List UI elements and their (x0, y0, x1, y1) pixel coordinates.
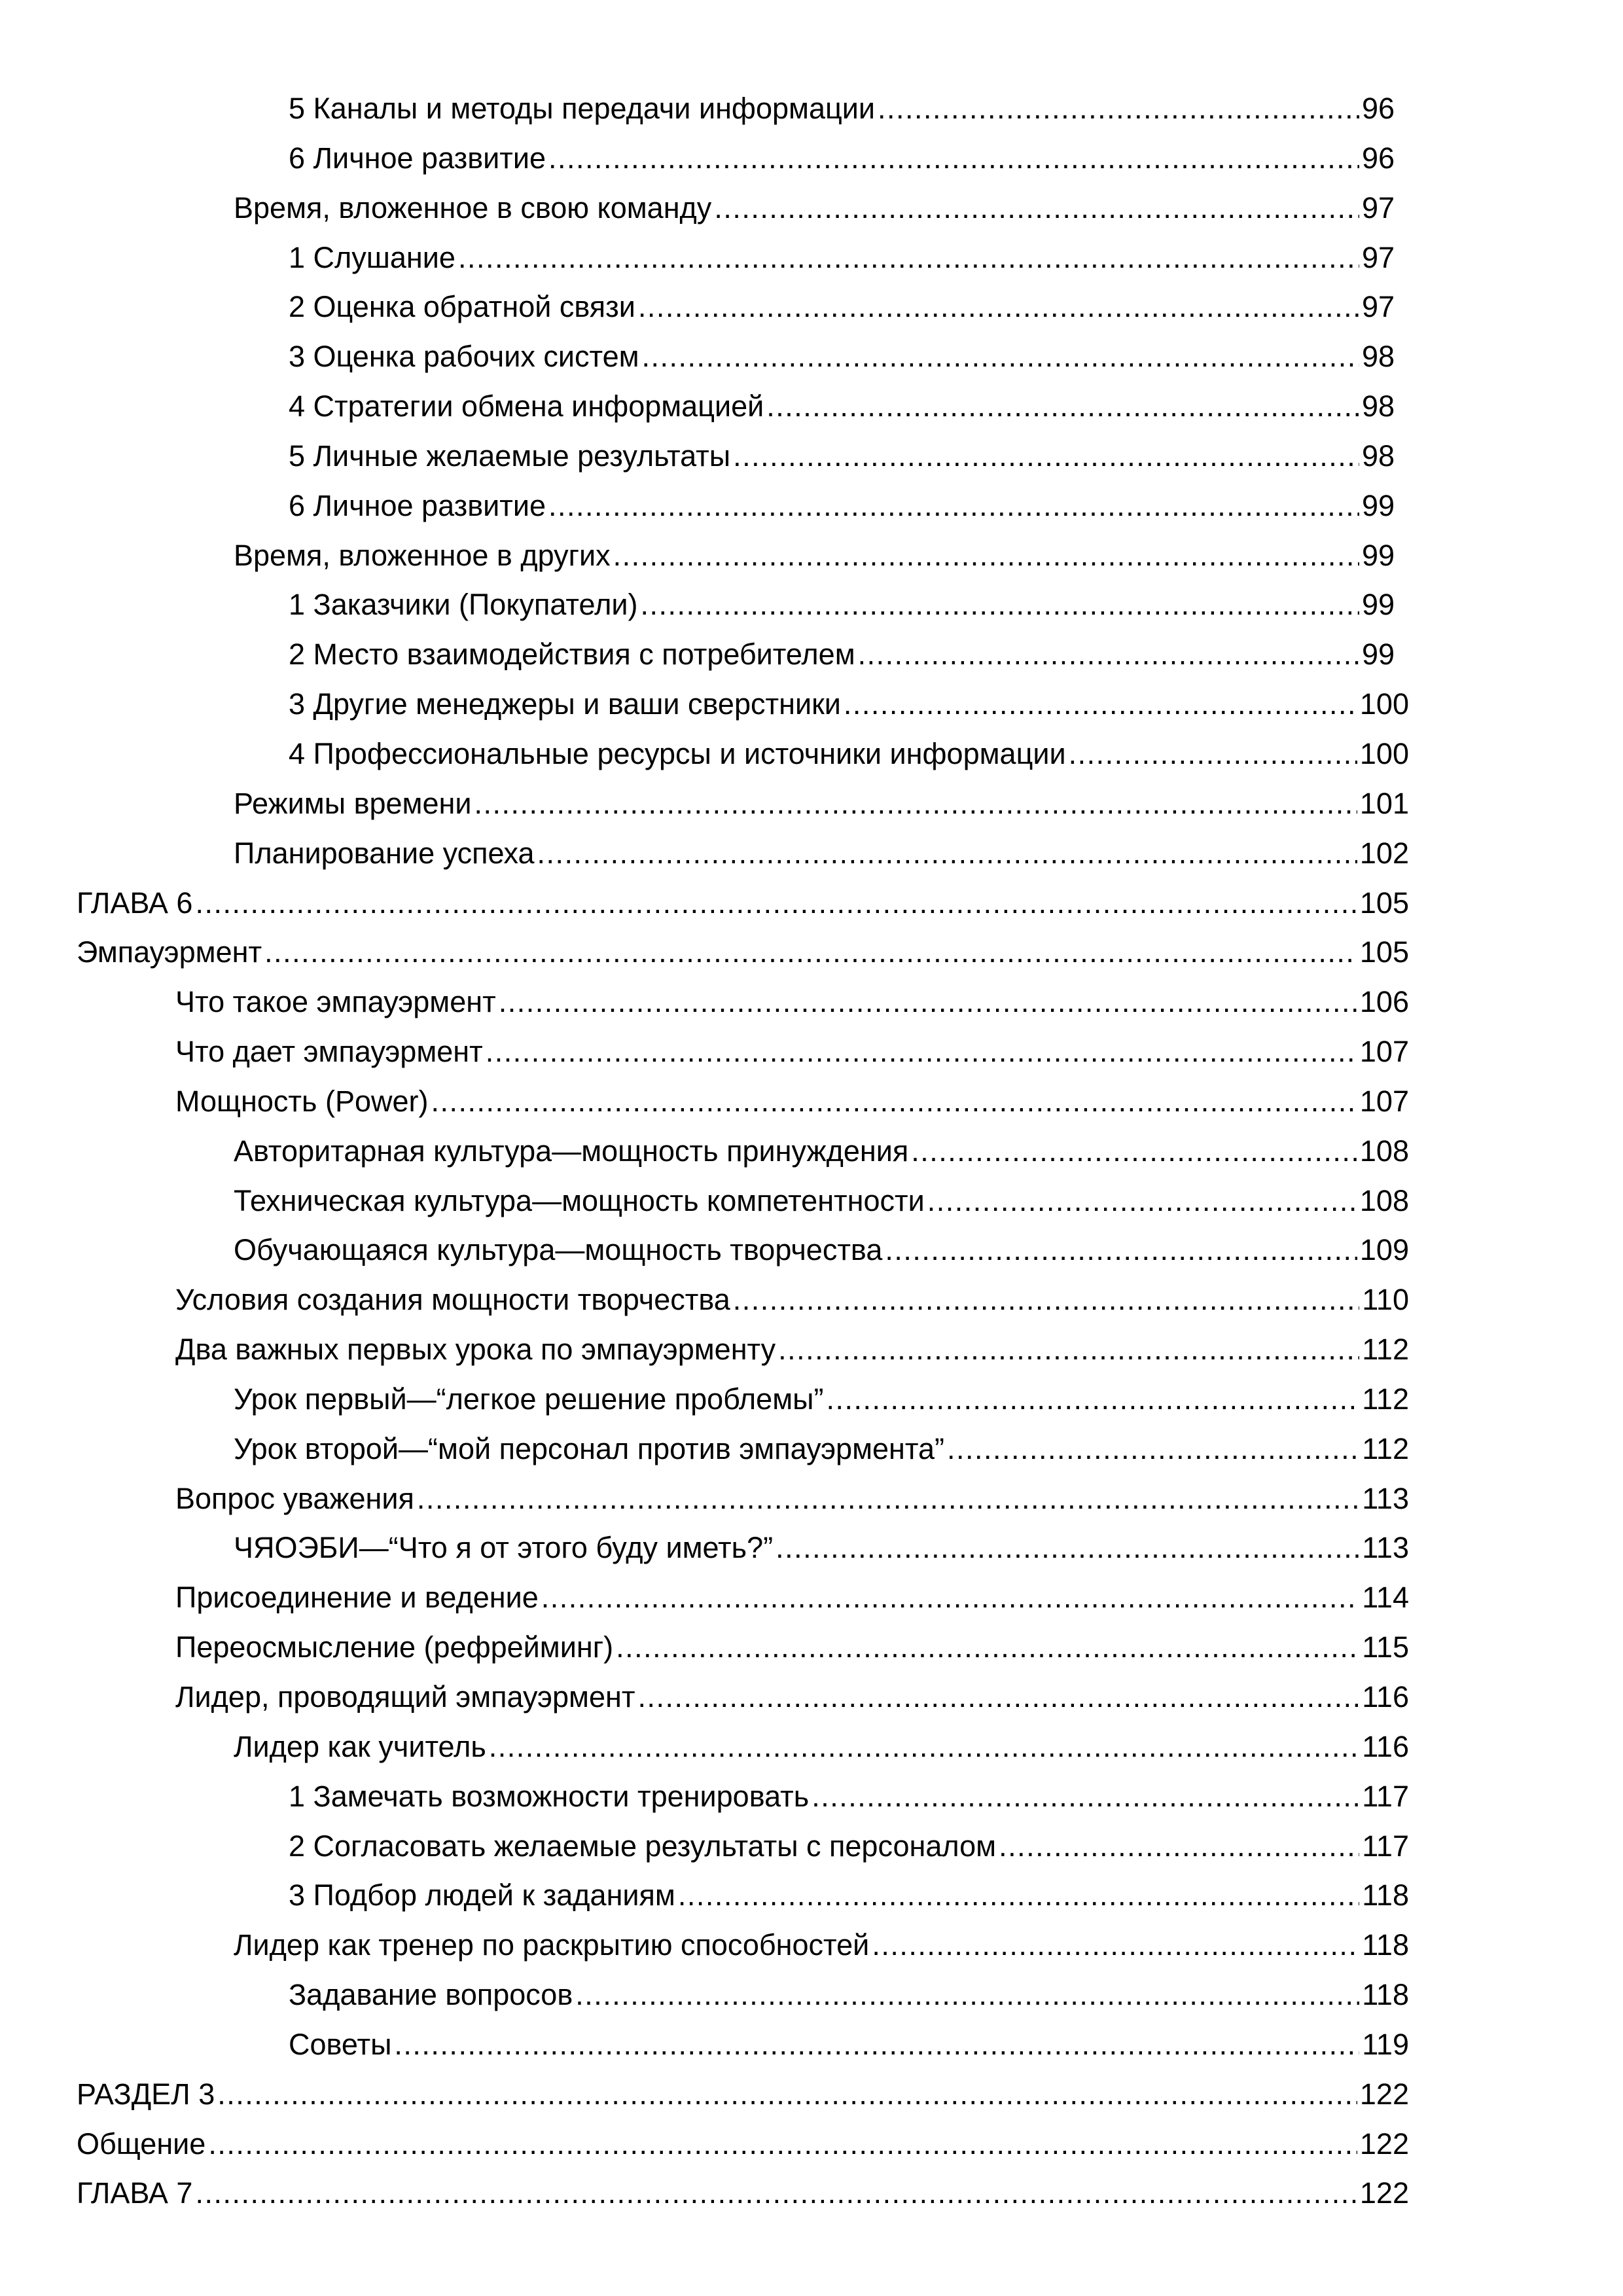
dot-leader (733, 431, 1359, 481)
toc-entry-title: 2 Место взаимодействия с потребителем (289, 637, 855, 672)
toc-entry-line (175, 1077, 1409, 1126)
dot-leader (394, 2020, 1359, 2070)
toc-entry-line (289, 481, 1395, 531)
toc-entry[interactable] (0, 84, 1623, 134)
toc-entry-title: Урок первый—“легкое решение проблемы” (234, 1382, 824, 1416)
dot-leader (489, 1722, 1359, 1772)
toc-entry-title: Режимы времени (234, 786, 472, 820)
toc-page-number: 118 (1362, 1878, 1409, 1912)
toc-page-number: 118 (1362, 1978, 1409, 2012)
toc-entry[interactable] (0, 1920, 1623, 1970)
toc-page-number: 122 (1359, 2176, 1409, 2210)
toc-page-number: 116 (1362, 1680, 1409, 1713)
toc-entry[interactable] (0, 1126, 1623, 1176)
toc-entry-line (234, 1523, 1409, 1573)
toc-entry[interactable] (0, 630, 1623, 679)
toc-page-number: 97 (1361, 240, 1395, 274)
toc-entry-line (289, 580, 1395, 630)
toc-entry[interactable] (0, 1722, 1623, 1772)
dot-leader (208, 2119, 1357, 2169)
toc-entry-line (175, 1474, 1409, 1524)
toc-entry[interactable] (0, 183, 1623, 233)
toc-page-number: 109 (1359, 1233, 1409, 1267)
toc-entry-title: 1 Слушание (289, 240, 455, 274)
dot-leader (613, 531, 1359, 581)
toc-entry-title: ЧЯОЭБИ—“Что я от этого буду иметь?” (234, 1531, 774, 1565)
dot-leader (911, 1126, 1357, 1176)
toc-entry[interactable] (0, 134, 1623, 183)
toc-page-number: 110 (1362, 1283, 1409, 1317)
toc-entry-line (289, 1871, 1409, 1920)
toc-entry[interactable] (0, 1970, 1623, 2020)
dot-leader (844, 679, 1357, 729)
dot-leader (638, 282, 1359, 332)
toc-entry[interactable] (0, 2168, 1623, 2218)
dot-leader (575, 1970, 1359, 2020)
toc-entry[interactable] (0, 431, 1623, 481)
toc-entry-title: Задавание вопросов (289, 1978, 573, 2012)
toc-entry-title: 1 Замечать возможности тренировать (289, 1779, 810, 1813)
toc-page-number: 99 (1361, 588, 1395, 622)
dot-leader (778, 1325, 1359, 1374)
toc-entry-title: 1 Заказчики (Покупатели) (289, 588, 638, 622)
toc-page-number: 108 (1359, 1134, 1409, 1168)
toc-entry-line (289, 332, 1395, 382)
toc-entry[interactable] (0, 382, 1623, 431)
toc-entry-title: Обучающаяся культура—мощность творчества (234, 1233, 883, 1267)
toc-entry-line (234, 1920, 1409, 1970)
toc-entry[interactable] (0, 1027, 1623, 1077)
toc-page-number: 119 (1362, 2027, 1409, 2061)
toc-entry-line (234, 1176, 1409, 1226)
toc-entry[interactable] (0, 2070, 1623, 2119)
toc-entry-line (175, 1623, 1409, 1672)
toc-page-number: 105 (1359, 886, 1409, 920)
toc-page-number: 96 (1361, 141, 1395, 175)
toc-page-number: 117 (1362, 1829, 1409, 1863)
toc-entry-title: Лидер, проводящий эмпауэрмент (175, 1680, 635, 1713)
toc-entry-title: 4 Профессиональные ресурсы и источники информации (289, 736, 1066, 770)
toc-entry-line (289, 134, 1395, 183)
dot-leader (812, 1772, 1359, 1821)
toc-entry-line (77, 2168, 1409, 2218)
toc-entry[interactable] (0, 729, 1623, 779)
toc-entry-title: Переосмысление (рефрейминг) (175, 1630, 614, 1664)
toc-entry-title: Условия создания мощности творчества (175, 1283, 730, 1317)
toc-entry-title: 3 Подбор людей к заданиям (289, 1878, 675, 1912)
toc-entry-title: 5 Каналы и методы передачи информации (289, 92, 876, 125)
toc-page-number: 122 (1359, 2077, 1409, 2111)
toc-entry-title: Планирование успеха (234, 836, 535, 870)
toc-entry-title: Два важных первых урока по эмпауэрменту (175, 1333, 776, 1367)
toc-entry-line (234, 1424, 1409, 1474)
dot-leader (217, 2070, 1357, 2119)
dot-leader (826, 1374, 1359, 1424)
toc-page-number: 116 (1362, 1729, 1409, 1763)
toc-page-number: 99 (1361, 538, 1395, 572)
toc-entry-line (234, 1126, 1409, 1176)
dot-leader (486, 1027, 1357, 1077)
toc-entry-line (77, 2070, 1409, 2119)
toc-entry[interactable] (0, 878, 1623, 928)
toc-entry[interactable] (0, 233, 1623, 283)
toc-page-number: 105 (1359, 935, 1409, 969)
dot-leader (637, 1672, 1359, 1722)
toc-entry-line (175, 977, 1409, 1027)
toc-entry-title: РАЗДЕЛ 3 (77, 2077, 215, 2111)
toc-entry-line (234, 1374, 1409, 1424)
dot-leader (858, 630, 1359, 679)
toc-entry-title: Время, вложенное в свою команду (234, 190, 712, 224)
toc-page-number: 107 (1359, 1035, 1409, 1069)
toc-entry-title: Вопрос уважения (175, 1481, 414, 1515)
toc-entry[interactable] (0, 580, 1623, 630)
toc-page-number: 112 (1362, 1382, 1409, 1416)
toc-page-number: 115 (1362, 1630, 1409, 1664)
toc-entry[interactable] (0, 1474, 1623, 1524)
toc-entry-title: Эмпауэрмент (77, 935, 262, 969)
toc-entry-title: 3 Другие менеджеры и ваши сверстники (289, 687, 841, 721)
dot-leader (474, 779, 1357, 829)
toc-entry-title: 6 Личное развитие (289, 488, 546, 522)
toc-page-number: 101 (1359, 786, 1409, 820)
dot-leader (195, 878, 1357, 928)
toc-entry-title: Советы (289, 2027, 392, 2061)
toc-entry-line (234, 779, 1409, 829)
toc-entry-line (289, 679, 1409, 729)
toc-page-number: 112 (1362, 1333, 1409, 1367)
toc-entry-title: Присоединение и ведение (175, 1581, 539, 1615)
table-of-contents (0, 84, 1623, 2218)
toc-entry-line (289, 431, 1395, 481)
dot-leader (999, 1821, 1359, 1871)
toc-entry-line (175, 1325, 1409, 1374)
toc-entry-line (175, 1275, 1409, 1325)
toc-entry-line (234, 531, 1395, 581)
toc-entry[interactable] (0, 1325, 1623, 1374)
toc-entry-line (289, 233, 1395, 283)
toc-entry[interactable] (0, 332, 1623, 382)
toc-entry-line (289, 630, 1395, 679)
toc-entry[interactable] (0, 977, 1623, 1027)
toc-entry-line (289, 282, 1395, 332)
dot-leader (548, 481, 1359, 531)
toc-entry-title: 3 Оценка рабочих систем (289, 340, 639, 374)
toc-entry[interactable] (0, 927, 1623, 977)
toc-entry-title: 5 Личные желаемые результаты (289, 439, 731, 473)
dot-leader (264, 927, 1357, 977)
dot-leader (195, 2168, 1357, 2218)
dot-leader (616, 1623, 1359, 1672)
toc-entry-title: Мощность (Power) (175, 1084, 429, 1118)
dot-leader (1069, 729, 1357, 779)
dot-leader (417, 1474, 1359, 1524)
toc-entry-line (175, 1672, 1409, 1722)
dot-leader (714, 183, 1359, 233)
toc-entry[interactable] (0, 481, 1623, 531)
toc-entry-title: 2 Согласовать желаемые результаты с персоналом (289, 1829, 997, 1863)
toc-entry[interactable] (0, 679, 1623, 729)
toc-page-number: 98 (1361, 340, 1395, 374)
toc-page-number: 114 (1362, 1581, 1409, 1615)
toc-entry-title: 2 Оценка обратной связи (289, 290, 635, 324)
dot-leader (431, 1077, 1357, 1126)
toc-entry[interactable] (0, 1374, 1623, 1424)
toc-entry-title: Техническая культура—мощность компетентности (234, 1183, 925, 1217)
toc-page-number: 107 (1359, 1084, 1409, 1118)
toc-entry[interactable] (0, 2020, 1623, 2070)
toc-entry-title: Что дает эмпауэрмент (175, 1035, 483, 1069)
toc-page-number: 112 (1362, 1431, 1409, 1465)
toc-entry-line (77, 927, 1409, 977)
toc-page-number: 100 (1359, 736, 1409, 770)
dot-leader (458, 233, 1359, 283)
toc-entry-title: Лидер как учитель (234, 1729, 486, 1763)
dot-leader (872, 1920, 1359, 1970)
toc-entry[interactable] (0, 1176, 1623, 1226)
dot-leader (499, 977, 1357, 1027)
toc-page-number: 97 (1361, 190, 1395, 224)
toc-page-number: 98 (1361, 439, 1395, 473)
toc-entry[interactable] (0, 1623, 1623, 1672)
toc-entry[interactable] (0, 1821, 1623, 1871)
toc-entry[interactable] (0, 1225, 1623, 1275)
toc-entry[interactable] (0, 1871, 1623, 1920)
dot-leader (927, 1176, 1357, 1226)
dot-leader (878, 84, 1359, 134)
toc-entry-title: Авторитарная культура—мощность принуждения (234, 1134, 909, 1168)
toc-entry-title: ГЛАВА 7 (77, 2176, 193, 2210)
toc-entry-line (234, 1722, 1409, 1772)
toc-entry-title: 4 Стратегии обмена информацией (289, 389, 764, 423)
toc-entry-title: Общение (77, 2126, 206, 2161)
toc-entry[interactable] (0, 1077, 1623, 1126)
toc-entry-line (175, 1573, 1409, 1623)
toc-page-number: 106 (1359, 985, 1409, 1019)
toc-page-number: 108 (1359, 1183, 1409, 1217)
toc-entry-line (234, 1225, 1409, 1275)
toc-entry[interactable] (0, 779, 1623, 829)
dot-leader (640, 580, 1359, 630)
toc-page-number: 99 (1361, 637, 1395, 672)
toc-entry[interactable] (0, 282, 1623, 332)
toc-entry[interactable] (0, 1275, 1623, 1325)
dot-leader (537, 829, 1357, 878)
dot-leader (776, 1523, 1359, 1573)
toc-entry-line (289, 1772, 1409, 1821)
toc-entry-title: Урок второй—“мой персонал против эмпауэрмента” (234, 1431, 945, 1465)
toc-page-number: 102 (1359, 836, 1409, 870)
dot-leader (733, 1275, 1359, 1325)
toc-entry-line (77, 878, 1409, 928)
toc-entry[interactable] (0, 531, 1623, 581)
toc-page-number: 117 (1362, 1779, 1409, 1813)
dot-leader (548, 134, 1359, 183)
toc-entry-title: Время, вложенное в других (234, 538, 611, 572)
toc-entry[interactable] (0, 1424, 1623, 1474)
toc-entry[interactable] (0, 829, 1623, 878)
toc-page-number: 118 (1362, 1928, 1409, 1962)
toc-entry-line (289, 84, 1395, 134)
toc-entry-line (289, 729, 1409, 779)
toc-entry-line (234, 183, 1395, 233)
toc-entry-line (289, 382, 1395, 431)
toc-entry-line (289, 1970, 1409, 2020)
toc-page-number: 98 (1361, 389, 1395, 423)
toc-page-number: 100 (1359, 687, 1409, 721)
toc-entry-title: 6 Личное развитие (289, 141, 546, 175)
toc-entry[interactable] (0, 2119, 1623, 2169)
dot-leader (947, 1424, 1359, 1474)
dot-leader (766, 382, 1359, 431)
toc-entry[interactable] (0, 1523, 1623, 1573)
toc-page-number: 97 (1361, 290, 1395, 324)
toc-entry-line (289, 2020, 1409, 2070)
toc-entry-line (77, 2119, 1409, 2169)
toc-entry[interactable] (0, 1672, 1623, 1722)
toc-page-number: 99 (1361, 488, 1395, 522)
toc-entry[interactable] (0, 1772, 1623, 1821)
toc-entry-title: ГЛАВА 6 (77, 886, 193, 920)
toc-entry-line (175, 1027, 1409, 1077)
toc-entry-title: Что такое эмпауэрмент (175, 985, 496, 1019)
toc-page-number: 113 (1362, 1481, 1409, 1515)
toc-entry-line (289, 1821, 1409, 1871)
toc-page-number: 122 (1359, 2126, 1409, 2161)
dot-leader (642, 332, 1359, 382)
toc-page-number: 96 (1361, 92, 1395, 125)
dot-leader (678, 1871, 1359, 1920)
dot-leader (885, 1225, 1357, 1275)
toc-page-number: 113 (1362, 1531, 1409, 1565)
toc-entry-line (234, 829, 1409, 878)
toc-entry[interactable] (0, 1573, 1623, 1623)
dot-leader (541, 1573, 1360, 1623)
toc-entry-title: Лидер как тренер по раскрытию способностей (234, 1928, 870, 1962)
